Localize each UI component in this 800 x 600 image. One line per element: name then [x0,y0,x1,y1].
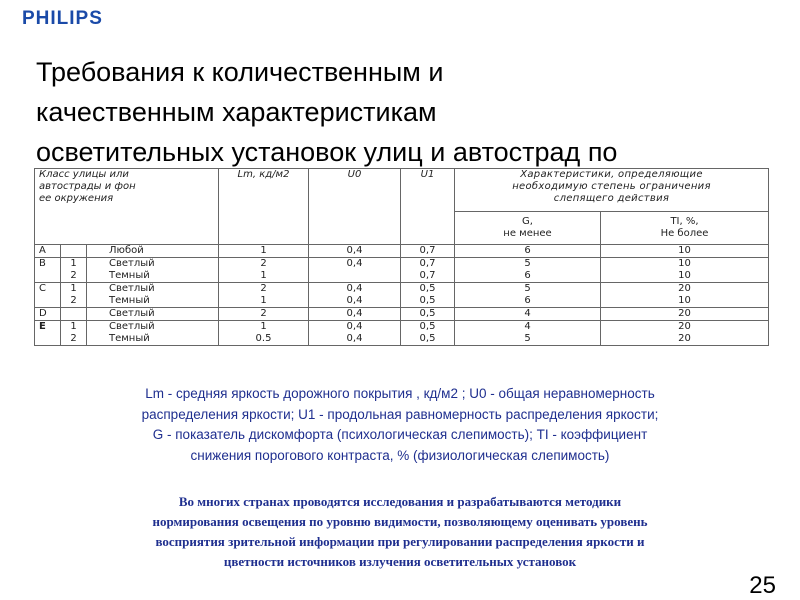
page-title [36,52,776,172]
cell-u1: 0,5 0,5 [401,283,455,308]
title-line: осветительных установок улиц и автострад по [36,137,618,167]
cell-u1: 0,7 [401,245,455,258]
cell-class: C [35,283,61,308]
cell-subclass: 1 2 [61,283,87,308]
legend-line: Lm - средняя яркость дорожного покрытия , кд/м2 ; U0 - общая неравномерность [145,386,655,401]
header-text: Lm, кд/м2 [237,169,290,180]
header-text: слепящего действия [553,193,670,204]
cell-ti: 20 [601,308,769,321]
table-row [35,321,769,346]
cell-subclass [61,308,87,321]
cell-class: B [35,258,61,283]
header-lm [219,169,309,245]
requirements-table [34,168,769,346]
note-line: цветности источников излучения осветительных установок [223,554,577,569]
cell-lm: 1 0.5 [219,321,309,346]
note-text [40,492,760,572]
cell-ti: 20 10 [601,283,769,308]
page-number: 25 [749,572,776,599]
cell-ti: 10 10 [601,258,769,283]
table-body [35,245,769,346]
cell-g: 5 6 [455,258,601,283]
title-line: качественным характеристикам [36,97,437,127]
cell-ti: 20 20 [601,321,769,346]
note-line: восприятия зрительной информации при регулировании распределения яркости и [155,534,645,549]
table-row [35,308,769,321]
cell-background: Светлый Темный [87,258,219,283]
cell-g: 6 [455,245,601,258]
legend-line: снижения порогового контраста, % (физиологическая слепимость) [190,447,610,463]
cell-class: A [35,245,61,258]
table-row [35,283,769,308]
header-text: U1 [420,169,435,180]
philips-logo: PHILIPS [22,8,103,29]
header-g [455,212,601,245]
header-road-class [35,169,219,245]
note-line: Во многих странах проводятся исследования и разрабатываются методики [178,494,622,509]
cell-u0: 0,4 [309,258,401,283]
header-text: TI, %, [670,216,699,227]
cell-lm: 2 1 [219,258,309,283]
legend-line: распределения яркости; U1 - продольная равномерность распределения яркости; [141,406,659,422]
cell-g: 5 6 [455,283,601,308]
header-text: Характеристики, определяющие [520,169,703,180]
cell-background: Любой [87,245,219,258]
title-line: Требования к количественным и [36,57,444,87]
cell-u0: 0,4 [309,245,401,258]
header-text: необходимую степень ограничения [512,181,711,192]
cell-lm: 1 [219,245,309,258]
cell-u1: 0,7 0,7 [401,258,455,283]
header-text: ее окружения [39,193,114,204]
header-text: Не более [660,228,709,239]
table-row [35,258,769,283]
cell-subclass: 1 2 [61,258,87,283]
header-text: G, [522,216,533,227]
cell-u1: 0,5 0,5 [401,321,455,346]
cell-g: 4 [455,308,601,321]
cell-lm: 2 1 [219,283,309,308]
cell-u0: 0,4 0,4 [309,321,401,346]
header-glare [455,169,769,212]
header-ti [601,212,769,245]
cell-u1: 0,5 [401,308,455,321]
cell-class: D [35,308,61,321]
cell-u0: 0,4 [309,308,401,321]
cell-u0: 0,4 0,4 [309,283,401,308]
header-text: U0 [347,169,362,180]
cell-background: Светлый Темный [87,321,219,346]
cell-g: 4 5 [455,321,601,346]
table-row [35,245,769,258]
header-text: автострады и фон [39,181,136,192]
note-line: нормирования освещения по уровню видимости, позволяющему оценивать уровень [152,514,648,529]
cell-background: Светлый [87,308,219,321]
cell-lm: 2 [219,308,309,321]
cell-ti: 10 [601,245,769,258]
cell-subclass: 1 2 [61,321,87,346]
header-text: не менее [503,228,552,239]
cell-subclass [61,245,87,258]
header-text: Класс улицы или [39,169,129,180]
header-u1 [401,169,455,245]
legend-text [40,384,760,466]
header-u0 [309,169,401,245]
legend-line: G - показатель дискомфорта (психологическая слепимость); TI - коэффициент [152,427,648,442]
cell-class: E [35,321,61,346]
cell-background: Светлый Темный [87,283,219,308]
